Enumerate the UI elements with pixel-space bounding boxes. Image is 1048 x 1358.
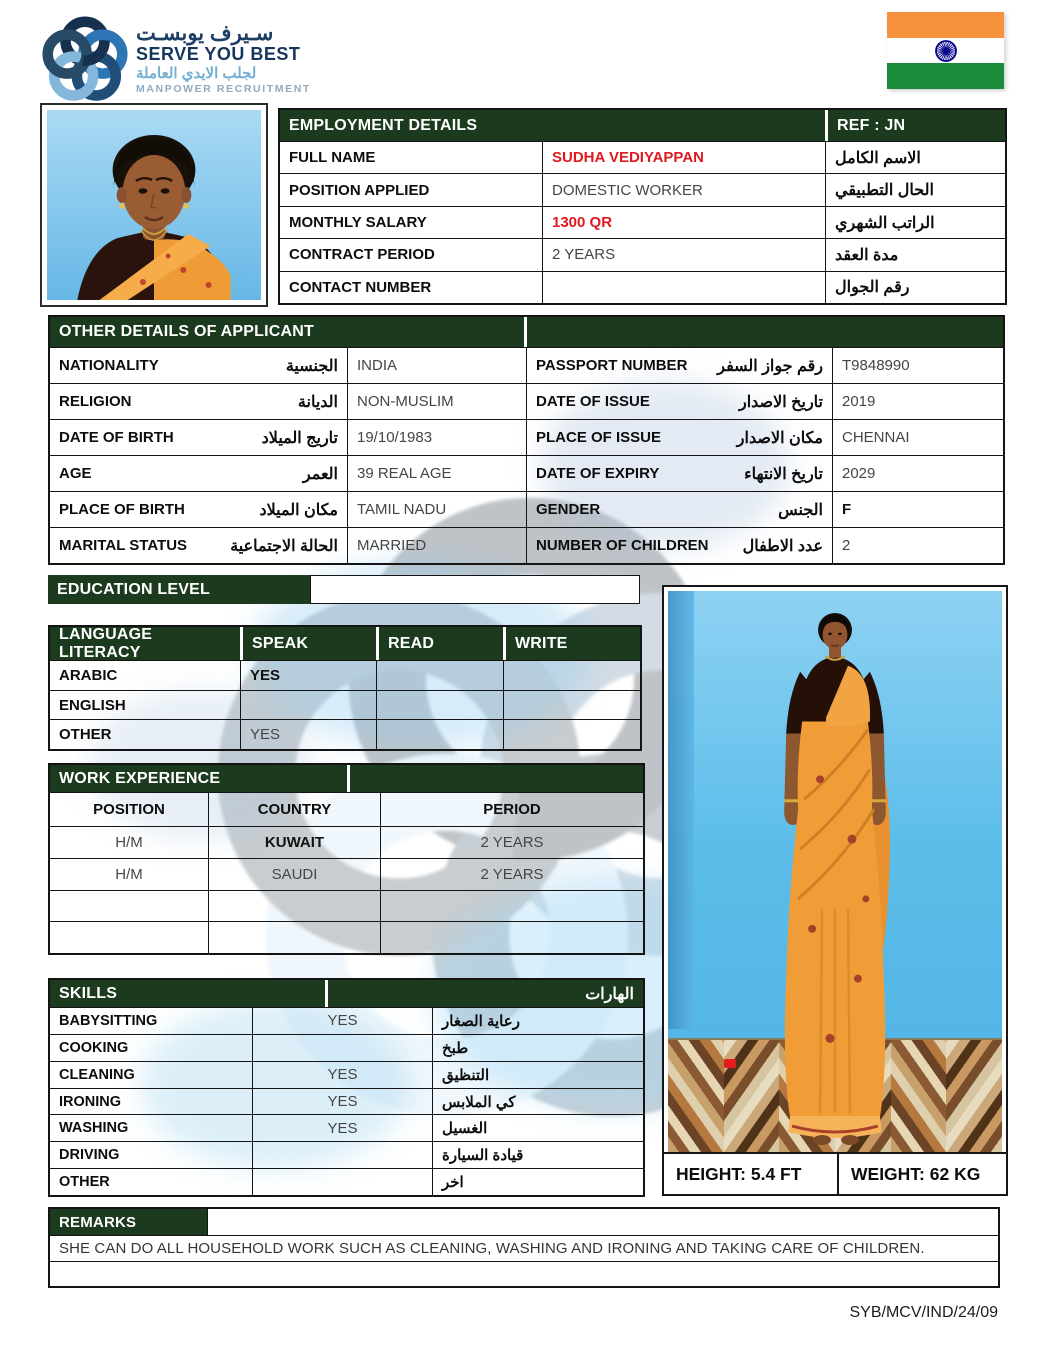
skill-label-arabic: كي الملابس bbox=[432, 1089, 643, 1115]
skill-value: YES bbox=[252, 1062, 432, 1088]
field-label-arabic: مكان الاصدار bbox=[736, 429, 823, 447]
skill-label: COOKING bbox=[59, 1039, 129, 1056]
applicant-id-photo bbox=[40, 103, 268, 307]
field-label-arabic: مدة العقد bbox=[825, 239, 1005, 270]
skills-table bbox=[48, 978, 645, 1197]
work-experience-header-row bbox=[50, 765, 643, 792]
height-value: HEIGHT: 5.4 FT bbox=[676, 1163, 802, 1184]
table-row bbox=[280, 271, 1005, 303]
field-value: 2019 bbox=[832, 384, 1003, 419]
table-row bbox=[50, 527, 1003, 563]
field-label: MONTHLY SALARY bbox=[289, 214, 427, 232]
column-header: WRITE bbox=[503, 627, 640, 660]
field-label-cell bbox=[526, 348, 832, 383]
applicant-portrait-image bbox=[47, 110, 261, 300]
table-row bbox=[50, 1088, 643, 1115]
table-row bbox=[280, 238, 1005, 270]
agency-name-arabic: سـيرف يوبسـت bbox=[136, 21, 274, 45]
speak-value: YES bbox=[240, 661, 376, 690]
position-value: H/M bbox=[115, 865, 143, 883]
field-value bbox=[542, 272, 825, 303]
field-value: 2 bbox=[832, 528, 1003, 563]
period-value: 2 YEARS bbox=[380, 827, 643, 858]
field-label-cell bbox=[526, 492, 832, 527]
read-value bbox=[376, 720, 503, 749]
period-value bbox=[380, 922, 643, 953]
table-row bbox=[280, 206, 1005, 238]
agency-name-english: SERVE YOU BEST bbox=[136, 44, 301, 65]
skill-label: CLEANING bbox=[59, 1066, 135, 1083]
table-row bbox=[50, 690, 640, 720]
field-label: DATE OF BIRTH bbox=[59, 429, 174, 446]
field-label-arabic: رقم جواز السفر bbox=[717, 357, 823, 375]
field-label: POSITION APPLIED bbox=[289, 181, 430, 199]
work-experience-title: WORK EXPERIENCE bbox=[50, 765, 347, 792]
remarks-text: SHE CAN DO ALL HOUSEHOLD WORK SUCH AS CLEANING, WASHING AND IRONING AND TAKING CARE OF CHILDREN. bbox=[59, 1240, 925, 1257]
field-value: T9848990 bbox=[832, 348, 1003, 383]
document-reference-code: SYB/MCV/IND/24/09 bbox=[849, 1304, 998, 1321]
skill-value: YES bbox=[252, 1115, 432, 1141]
field-label-arabic: الجنسية bbox=[285, 357, 338, 375]
field-label-arabic: عدد الاطفال bbox=[742, 537, 823, 555]
other-details-table bbox=[48, 315, 1005, 565]
skills-title: SKILLS bbox=[50, 980, 325, 1007]
agency-tagline-english: MANPOWER RECRUITMENT bbox=[136, 82, 311, 95]
field-value: 1300 QR bbox=[542, 207, 825, 238]
reference-number: REF : JN bbox=[825, 110, 1005, 141]
employment-title: EMPLOYMENT DETAILS bbox=[280, 110, 825, 141]
table-row bbox=[50, 1141, 643, 1168]
skill-label: IRONING bbox=[59, 1093, 122, 1110]
remarks-empty-cell bbox=[50, 1262, 998, 1286]
skill-label: DRIVING bbox=[59, 1147, 120, 1164]
field-label-cell bbox=[50, 384, 347, 419]
field-value: MARRIED bbox=[347, 528, 526, 563]
country-value bbox=[208, 891, 380, 922]
field-label: PASSPORT NUMBER bbox=[536, 357, 688, 374]
table-row bbox=[50, 1114, 643, 1141]
language-name: ENGLISH bbox=[59, 696, 126, 714]
field-label-arabic: الحالة الاجتماعية bbox=[230, 537, 338, 555]
field-label: RELIGION bbox=[59, 393, 132, 410]
table-row bbox=[50, 1168, 643, 1195]
field-value: 19/10/1983 bbox=[347, 420, 526, 455]
field-label: CONTACT NUMBER bbox=[289, 278, 432, 296]
education-level-value bbox=[310, 575, 640, 604]
skill-value: YES bbox=[252, 1008, 432, 1034]
weight-value: WEIGHT: 62 KG bbox=[837, 1154, 1006, 1194]
skill-label: OTHER bbox=[59, 1174, 110, 1191]
education-level-header: EDUCATION LEVEL bbox=[48, 575, 310, 604]
field-label-cell bbox=[50, 348, 347, 383]
field-label-arabic: رقم الجوال bbox=[825, 272, 1005, 303]
column-header: PERIOD bbox=[380, 793, 643, 826]
write-value bbox=[503, 720, 640, 749]
applicant-fullbody-image bbox=[668, 591, 1002, 1152]
field-label-cell bbox=[526, 420, 832, 455]
knot-logo-icon bbox=[38, 12, 132, 106]
country-value: SAUDI bbox=[208, 859, 380, 890]
table-row bbox=[50, 419, 1003, 455]
field-value: INDIA bbox=[347, 348, 526, 383]
field-label-arabic: مكان الميلاد bbox=[259, 501, 338, 519]
field-label: PLACE OF BIRTH bbox=[59, 501, 185, 518]
field-label: CONTRACT PERIOD bbox=[289, 246, 435, 264]
language-literacy-table bbox=[48, 625, 642, 751]
ashoka-chakra-icon bbox=[934, 39, 958, 63]
field-label: NATIONALITY bbox=[59, 357, 159, 374]
language-header-row bbox=[50, 627, 640, 660]
flag-white-stripe bbox=[887, 38, 1004, 64]
position-value bbox=[50, 891, 208, 922]
remarks-section bbox=[48, 1207, 1000, 1288]
column-header: POSITION bbox=[93, 801, 165, 818]
skill-label: BABYSITTING bbox=[59, 1012, 158, 1029]
position-value: H/M bbox=[115, 833, 143, 851]
language-name: OTHER bbox=[59, 726, 112, 744]
agency-logo-text bbox=[136, 23, 311, 96]
table-row bbox=[50, 890, 643, 922]
skill-label-arabic: طبخ bbox=[432, 1035, 643, 1061]
field-label: AGE bbox=[59, 465, 92, 482]
table-row bbox=[50, 491, 1003, 527]
table-row bbox=[50, 921, 643, 953]
country-value bbox=[208, 922, 380, 953]
field-value: 39 REAL AGE bbox=[347, 456, 526, 491]
table-row bbox=[50, 660, 640, 690]
field-value: 2029 bbox=[832, 456, 1003, 491]
applicant-figure bbox=[729, 600, 941, 1148]
field-label-arabic: الجنس bbox=[778, 501, 823, 519]
field-label-cell bbox=[526, 456, 832, 491]
field-label-arabic: الراتب الشهري bbox=[825, 207, 1005, 238]
period-value: 2 YEARS bbox=[380, 859, 643, 890]
table-row bbox=[50, 1034, 643, 1061]
field-value: NON-MUSLIM bbox=[347, 384, 526, 419]
field-label-cell bbox=[50, 528, 347, 563]
flag-saffron-stripe bbox=[887, 12, 1004, 38]
remarks-header-spacer bbox=[207, 1209, 998, 1235]
other-details-title: OTHER DETAILS OF APPLICANT bbox=[50, 317, 524, 347]
flag-green-stripe bbox=[887, 63, 1004, 89]
field-value: 2 YEARS bbox=[542, 239, 825, 270]
field-label-arabic: تاريخ الاصدار bbox=[738, 393, 823, 411]
table-row bbox=[50, 347, 1003, 383]
india-flag bbox=[887, 12, 1004, 89]
skill-label-arabic: قيادة السيارة bbox=[432, 1142, 643, 1168]
other-details-header-row bbox=[50, 317, 1003, 347]
field-label-cell bbox=[50, 492, 347, 527]
field-label: GENDER bbox=[536, 501, 601, 518]
column-header: COUNTRY bbox=[208, 793, 380, 826]
remarks-title: REMARKS bbox=[50, 1209, 207, 1235]
table-row bbox=[50, 826, 643, 858]
skill-value: YES bbox=[252, 1089, 432, 1115]
skill-value bbox=[252, 1169, 432, 1195]
skill-value bbox=[252, 1035, 432, 1061]
read-value bbox=[376, 661, 503, 690]
skill-value bbox=[252, 1142, 432, 1168]
read-value bbox=[376, 691, 503, 720]
field-label: PLACE OF ISSUE bbox=[536, 429, 662, 446]
position-value bbox=[50, 922, 208, 953]
work-header-spacer bbox=[347, 765, 643, 792]
skill-label: WASHING bbox=[59, 1120, 129, 1137]
column-header: SPEAK bbox=[240, 627, 376, 660]
write-value bbox=[503, 691, 640, 720]
employment-details-table bbox=[278, 108, 1007, 305]
field-label-arabic: الاسم الكامل bbox=[825, 142, 1005, 173]
field-value: DOMESTIC WORKER bbox=[542, 174, 825, 205]
field-label-cell bbox=[50, 456, 347, 491]
field-label: MARITAL STATUS bbox=[59, 537, 188, 554]
agency-tagline-arabic: لجلب الايدي العاملة bbox=[136, 64, 257, 82]
field-label-cell bbox=[526, 384, 832, 419]
skill-label-arabic: رعاية الصغار bbox=[432, 1008, 643, 1034]
skill-label-arabic: اخر bbox=[432, 1169, 643, 1195]
agency-logo bbox=[38, 12, 311, 106]
field-label-arabic: العمر bbox=[302, 465, 338, 483]
column-header: READ bbox=[376, 627, 503, 660]
table-row bbox=[50, 455, 1003, 491]
remarks-empty-row bbox=[50, 1261, 998, 1286]
table-row bbox=[280, 173, 1005, 205]
skills-title-arabic: الهارات bbox=[325, 980, 643, 1007]
language-name: ARABIC bbox=[59, 666, 118, 684]
applicant-fullbody-photo-panel bbox=[662, 585, 1008, 1196]
other-details-header-spacer bbox=[524, 317, 1003, 347]
field-value: TAMIL NADU bbox=[347, 492, 526, 527]
field-value: SUDHA VEDIYAPPAN bbox=[542, 142, 825, 173]
column-header: LANGUAGE LITERACY bbox=[50, 627, 240, 660]
field-label-arabic: تاريج الميلاد bbox=[261, 429, 338, 447]
write-value bbox=[503, 661, 640, 690]
field-label-arabic: تاريخ الانتهاء bbox=[744, 465, 823, 483]
height-weight-row bbox=[664, 1152, 1006, 1194]
table-row bbox=[50, 858, 643, 890]
speak-value bbox=[240, 691, 376, 720]
skill-label-arabic: الغسيل bbox=[432, 1115, 643, 1141]
employment-header-row bbox=[280, 110, 1005, 141]
country-value: KUWAIT bbox=[208, 827, 380, 858]
table-row bbox=[280, 141, 1005, 173]
skill-label-arabic: التنظيق bbox=[432, 1062, 643, 1088]
field-label: NUMBER OF CHILDREN bbox=[536, 537, 709, 554]
work-experience-table bbox=[48, 763, 645, 955]
work-columns-row bbox=[50, 792, 643, 826]
field-label: DATE OF EXPIRY bbox=[536, 465, 660, 482]
field-label-arabic: الديانة bbox=[297, 393, 338, 411]
remarks-header-row bbox=[50, 1209, 998, 1235]
field-label: DATE OF ISSUE bbox=[536, 393, 650, 410]
skills-header-row bbox=[50, 980, 643, 1007]
remarks-text-row bbox=[50, 1235, 998, 1261]
field-value: F bbox=[832, 492, 1003, 527]
period-value bbox=[380, 891, 643, 922]
table-row bbox=[50, 1061, 643, 1088]
field-label-arabic: الحال التطبيقي bbox=[825, 174, 1005, 205]
table-row bbox=[50, 1007, 643, 1034]
speak-value: YES bbox=[240, 720, 376, 749]
table-row bbox=[50, 383, 1003, 419]
field-label-cell bbox=[526, 528, 832, 563]
photo-backdrop bbox=[668, 591, 694, 1029]
table-row bbox=[50, 719, 640, 749]
field-label: FULL NAME bbox=[289, 149, 376, 167]
field-value: CHENNAI bbox=[832, 420, 1003, 455]
field-label-cell bbox=[50, 420, 347, 455]
